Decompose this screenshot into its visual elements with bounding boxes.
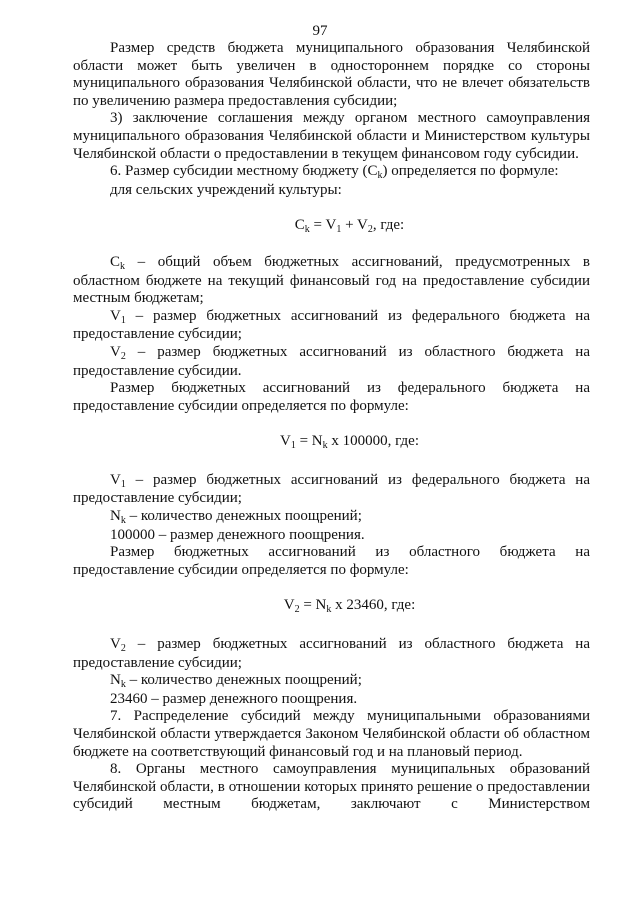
definition-23460: 23460 – размер денежного поощрения. [110, 690, 358, 707]
paragraph-item-8: 8. Органы местного самоуправления муниципальных образований Челябинской области, в отношении которых принято решение о предоставлении субсидий местным бюджетам, заключают с Министерством [73, 761, 590, 813]
definition-ck: $C_k$ – общий объем бюджетных ассигнований, предусмотренных в областном бюджете на текущий финансовый год на предоставление субсидии местным бюджетам; [73, 253, 590, 307]
document-body [73, 40, 590, 814]
paragraph-rural: для сельских учреждений культуры: [110, 181, 342, 198]
definition-v2-regional: $V_2$ – размер бюджетных ассигнований из областного бюджета на предоставление субсидии; [73, 636, 590, 671]
definition-nk: $N_k$ – количество денежных поощрений; [110, 508, 362, 527]
paragraph-federal-size: Размер бюджетных ассигнований из федерального бюджета на предоставление субсидии определяется по формуле: [73, 380, 590, 414]
paragraph-budget-increase: Размер средств бюджета муниципального образования Челябинской области может быть увеличен в одностороннем порядке со стороны муниципального образования Челябинской области, что не влечет обязательств по увеличению размера предоставления субсидии; [73, 40, 590, 109]
formula-v2: $V_2 = N_k$ x 23460, где: [283, 597, 416, 616]
paragraph-agreement: 3) заключение соглашения между органом местного самоуправления муниципального образования Челябинской области и Министерством культуры Челябинской области о предоставлении в текущем финансовом году субсидии. [73, 110, 590, 162]
formula-v1: $V_1 = N_k$ x 100000, где: [279, 433, 419, 452]
formula-ck: $C_k = V_1 + V_2$, где: [294, 217, 405, 236]
definition-v2: $V_2$ – размер бюджетных ассигнований из областного бюджета на предоставление субсидии. [73, 343, 590, 379]
paragraph-regional-size: Размер бюджетных ассигнований из областного бюджета на предоставление субсидии определяется по формуле: [73, 544, 590, 578]
page-number: 97 [312, 23, 328, 39]
paragraph-item-6: 6. Размер субсидии местному бюджету $(C_k)$ определяется по формуле: [110, 163, 559, 182]
definition-100000: 100000 – размер денежного поощрения. [110, 526, 365, 543]
paragraph-item-7: 7. Распределение субсидий между муниципальными образованиями Челябинской области утверждается Законом Челябинской области об областном бюджете на соответствующий финансовый год и на плановый период. [73, 708, 590, 760]
definition-v1: $V_1$ – размер бюджетных ассигнований из федерального бюджета на предоставление субсидии; [73, 307, 590, 343]
definition-nk-2: $N_k$ – количество денежных поощрений; [110, 672, 362, 691]
definition-v1-federal: $V_1$ – размер бюджетных ассигнований из федерального бюджета на предоставление субсидии; [73, 471, 590, 507]
